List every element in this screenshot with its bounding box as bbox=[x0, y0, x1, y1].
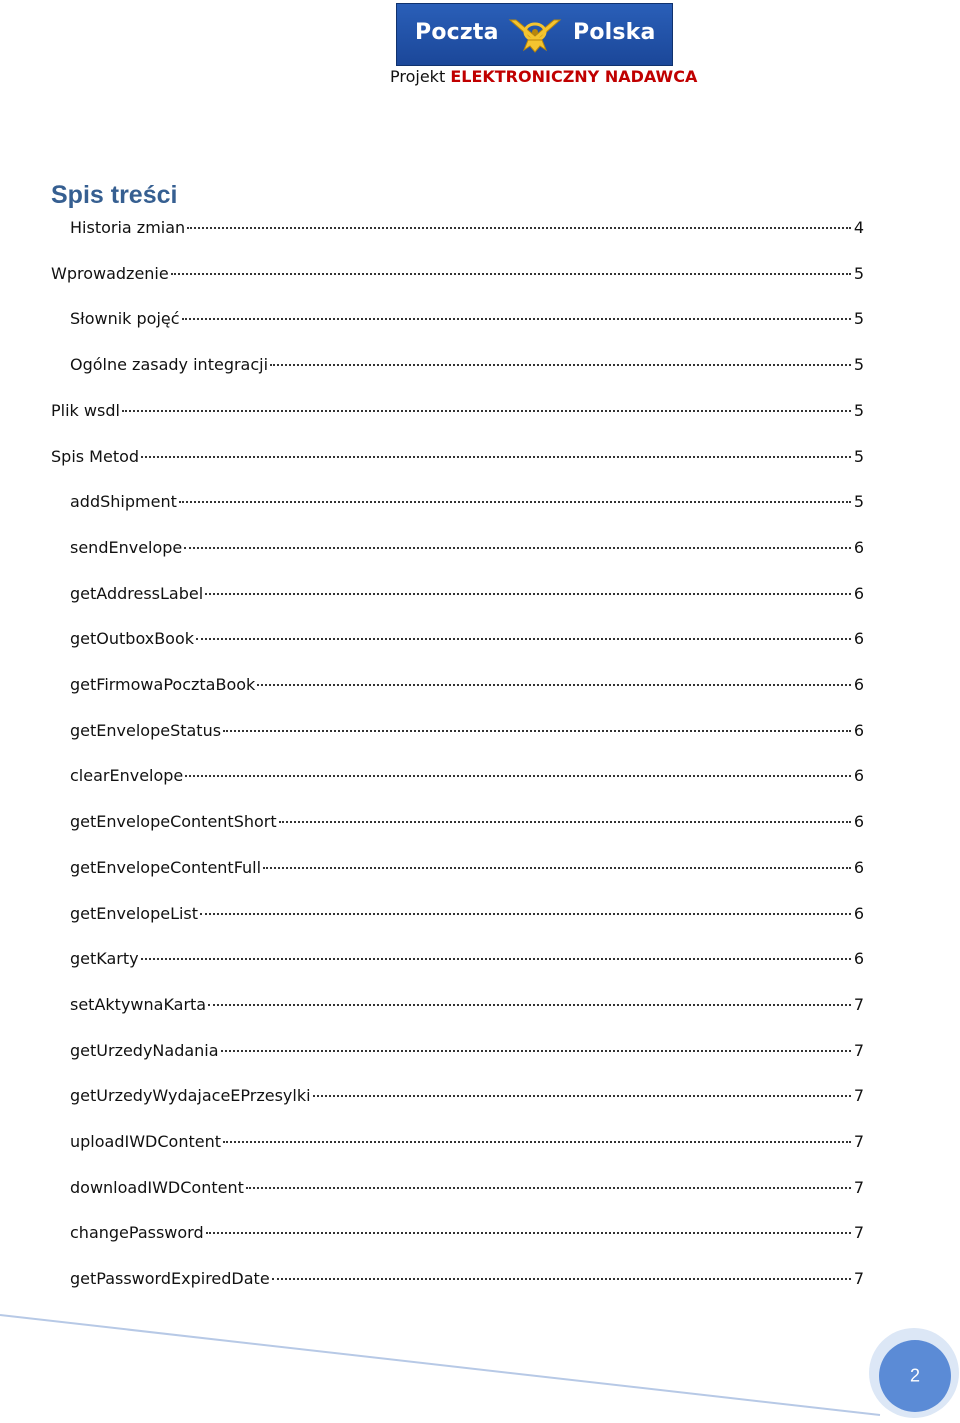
toc-dot-leader bbox=[171, 273, 851, 275]
toc-entry-page: 7 bbox=[853, 1269, 864, 1288]
toc-dot-leader bbox=[184, 547, 851, 549]
toc-entry-title: getAddressLabel bbox=[70, 584, 204, 603]
logo-text-left: Poczta bbox=[415, 20, 499, 45]
toc-entry[interactable] bbox=[70, 949, 864, 969]
toc-entry-page: 6 bbox=[853, 812, 864, 831]
toc-entry-title: getOutboxBook bbox=[70, 629, 195, 648]
toc-entry-title: uploadIWDContent bbox=[70, 1132, 221, 1151]
toc-dot-leader bbox=[208, 1004, 851, 1006]
toc-entry[interactable] bbox=[70, 355, 864, 375]
toc-entry-page: 5 bbox=[853, 492, 864, 511]
toc-entry[interactable] bbox=[70, 584, 864, 604]
toc-entry-page: 6 bbox=[853, 721, 864, 740]
toc-dot-leader bbox=[122, 410, 851, 412]
toc-entry-title: Ogólne zasady integracji bbox=[70, 355, 269, 374]
toc-entry-page: 7 bbox=[853, 1178, 864, 1197]
toc-entry[interactable] bbox=[70, 812, 864, 832]
toc-heading: Spis treści bbox=[51, 181, 178, 209]
toc-entry-page: 6 bbox=[853, 584, 864, 603]
footer-decoration bbox=[0, 1310, 960, 1423]
toc-entry[interactable] bbox=[70, 766, 864, 786]
page-number: 2 bbox=[909, 1365, 921, 1386]
toc-entry[interactable] bbox=[70, 492, 864, 512]
toc-entry[interactable] bbox=[70, 1178, 864, 1198]
toc-dot-leader bbox=[223, 1141, 851, 1143]
toc-entry-page: 5 bbox=[853, 447, 864, 466]
toc-entry-title: getUrzedyNadania bbox=[70, 1041, 219, 1060]
toc-entry-page: 5 bbox=[853, 264, 864, 283]
toc-entry[interactable] bbox=[70, 858, 864, 878]
toc-dot-leader bbox=[141, 958, 851, 960]
toc-dot-leader bbox=[206, 1232, 851, 1234]
toc-entry[interactable] bbox=[70, 1269, 864, 1289]
toc-entry[interactable] bbox=[51, 447, 864, 467]
toc-dot-leader bbox=[182, 318, 851, 320]
toc-entry-page: 7 bbox=[853, 1132, 864, 1151]
footer-rule bbox=[0, 1315, 880, 1415]
toc-entry[interactable] bbox=[70, 1041, 864, 1061]
toc-entry[interactable] bbox=[70, 218, 864, 238]
toc-entry-title: changePassword bbox=[70, 1223, 204, 1242]
toc-dot-leader bbox=[263, 867, 851, 869]
toc-entry-title: getEnvelopeStatus bbox=[70, 721, 222, 740]
toc-dot-leader bbox=[185, 775, 851, 777]
toc-dot-leader bbox=[141, 456, 851, 458]
toc-entry[interactable] bbox=[51, 401, 864, 421]
toc-dot-leader bbox=[223, 730, 851, 732]
toc-entry[interactable] bbox=[70, 1132, 864, 1152]
toc-entry-page: 5 bbox=[853, 401, 864, 420]
toc-entry[interactable] bbox=[70, 1223, 864, 1243]
toc-entry-page: 6 bbox=[853, 766, 864, 785]
toc-dot-leader bbox=[221, 1050, 851, 1052]
logo-text-right: Polska bbox=[573, 20, 656, 45]
project-name: ELEKTRONICZNY NADAWCA bbox=[450, 67, 698, 86]
toc-entry-page: 7 bbox=[853, 1041, 864, 1060]
toc-dot-leader bbox=[272, 1278, 851, 1280]
toc-entry-page: 6 bbox=[853, 858, 864, 877]
toc-dot-leader bbox=[279, 821, 851, 823]
toc-entry-page: 5 bbox=[853, 309, 864, 328]
toc-entry[interactable] bbox=[70, 995, 864, 1015]
toc-entry-title: setAktywnaKarta bbox=[70, 995, 207, 1014]
toc-entry-page: 4 bbox=[853, 218, 864, 237]
project-prefix: Projekt bbox=[390, 67, 446, 86]
toc-entry[interactable] bbox=[51, 264, 864, 284]
toc-dot-leader bbox=[257, 684, 851, 686]
toc-entry-page: 6 bbox=[853, 629, 864, 648]
toc-dot-leader bbox=[179, 501, 851, 503]
toc-dot-leader bbox=[205, 593, 851, 595]
toc-entry[interactable] bbox=[70, 629, 864, 649]
toc-entry-page: 6 bbox=[853, 675, 864, 694]
toc-dot-leader bbox=[200, 913, 851, 915]
toc-entry-page: 6 bbox=[853, 949, 864, 968]
toc-entry-title: addShipment bbox=[70, 492, 177, 511]
toc-entry-title: getEnvelopeContentFull bbox=[70, 858, 262, 877]
toc-entry-title: getEnvelopeContentShort bbox=[70, 812, 277, 831]
toc-entry[interactable] bbox=[70, 1086, 864, 1106]
toc-entry-page: 7 bbox=[853, 1086, 864, 1105]
toc-entry[interactable] bbox=[70, 538, 864, 558]
toc-entry-title: sendEnvelope bbox=[70, 538, 183, 557]
toc-entry-title: getFirmowaPocztaBook bbox=[70, 675, 256, 694]
toc-entry-title: downloadIWDContent bbox=[70, 1178, 244, 1197]
toc-entry-title: getUrzedyWydajaceEPrzesylki bbox=[70, 1086, 311, 1105]
toc-entry[interactable] bbox=[70, 721, 864, 741]
toc-entry[interactable] bbox=[70, 309, 864, 329]
toc-entry-title: getEnvelopeList bbox=[70, 904, 199, 923]
toc-dot-leader bbox=[246, 1187, 851, 1189]
toc-entry[interactable] bbox=[70, 904, 864, 924]
toc-entry-title: Plik wsdl bbox=[51, 401, 120, 420]
toc-entry-title: clearEnvelope bbox=[70, 766, 184, 785]
toc-dot-leader bbox=[313, 1095, 851, 1097]
toc-dot-leader bbox=[270, 364, 851, 366]
toc-entry-title: Spis Metod bbox=[51, 447, 140, 466]
toc-entry-title: getKarty bbox=[70, 949, 139, 968]
toc-entry-page: 7 bbox=[853, 995, 864, 1014]
toc-entry-title: Wprowadzenie bbox=[51, 264, 169, 283]
toc-entry-page: 6 bbox=[853, 904, 864, 923]
toc-entry-page: 5 bbox=[853, 355, 864, 374]
toc-entry-title: Historia zmian bbox=[70, 218, 186, 237]
toc-entry-page: 6 bbox=[853, 538, 864, 557]
toc-entry-title: Słownik pojęć bbox=[70, 309, 180, 328]
toc-dot-leader bbox=[196, 638, 851, 640]
toc-entry[interactable] bbox=[70, 675, 864, 695]
toc-entry-page: 7 bbox=[853, 1223, 864, 1242]
toc-dot-leader bbox=[187, 227, 851, 229]
toc-entry-title: getPasswordExpiredDate bbox=[70, 1269, 270, 1288]
